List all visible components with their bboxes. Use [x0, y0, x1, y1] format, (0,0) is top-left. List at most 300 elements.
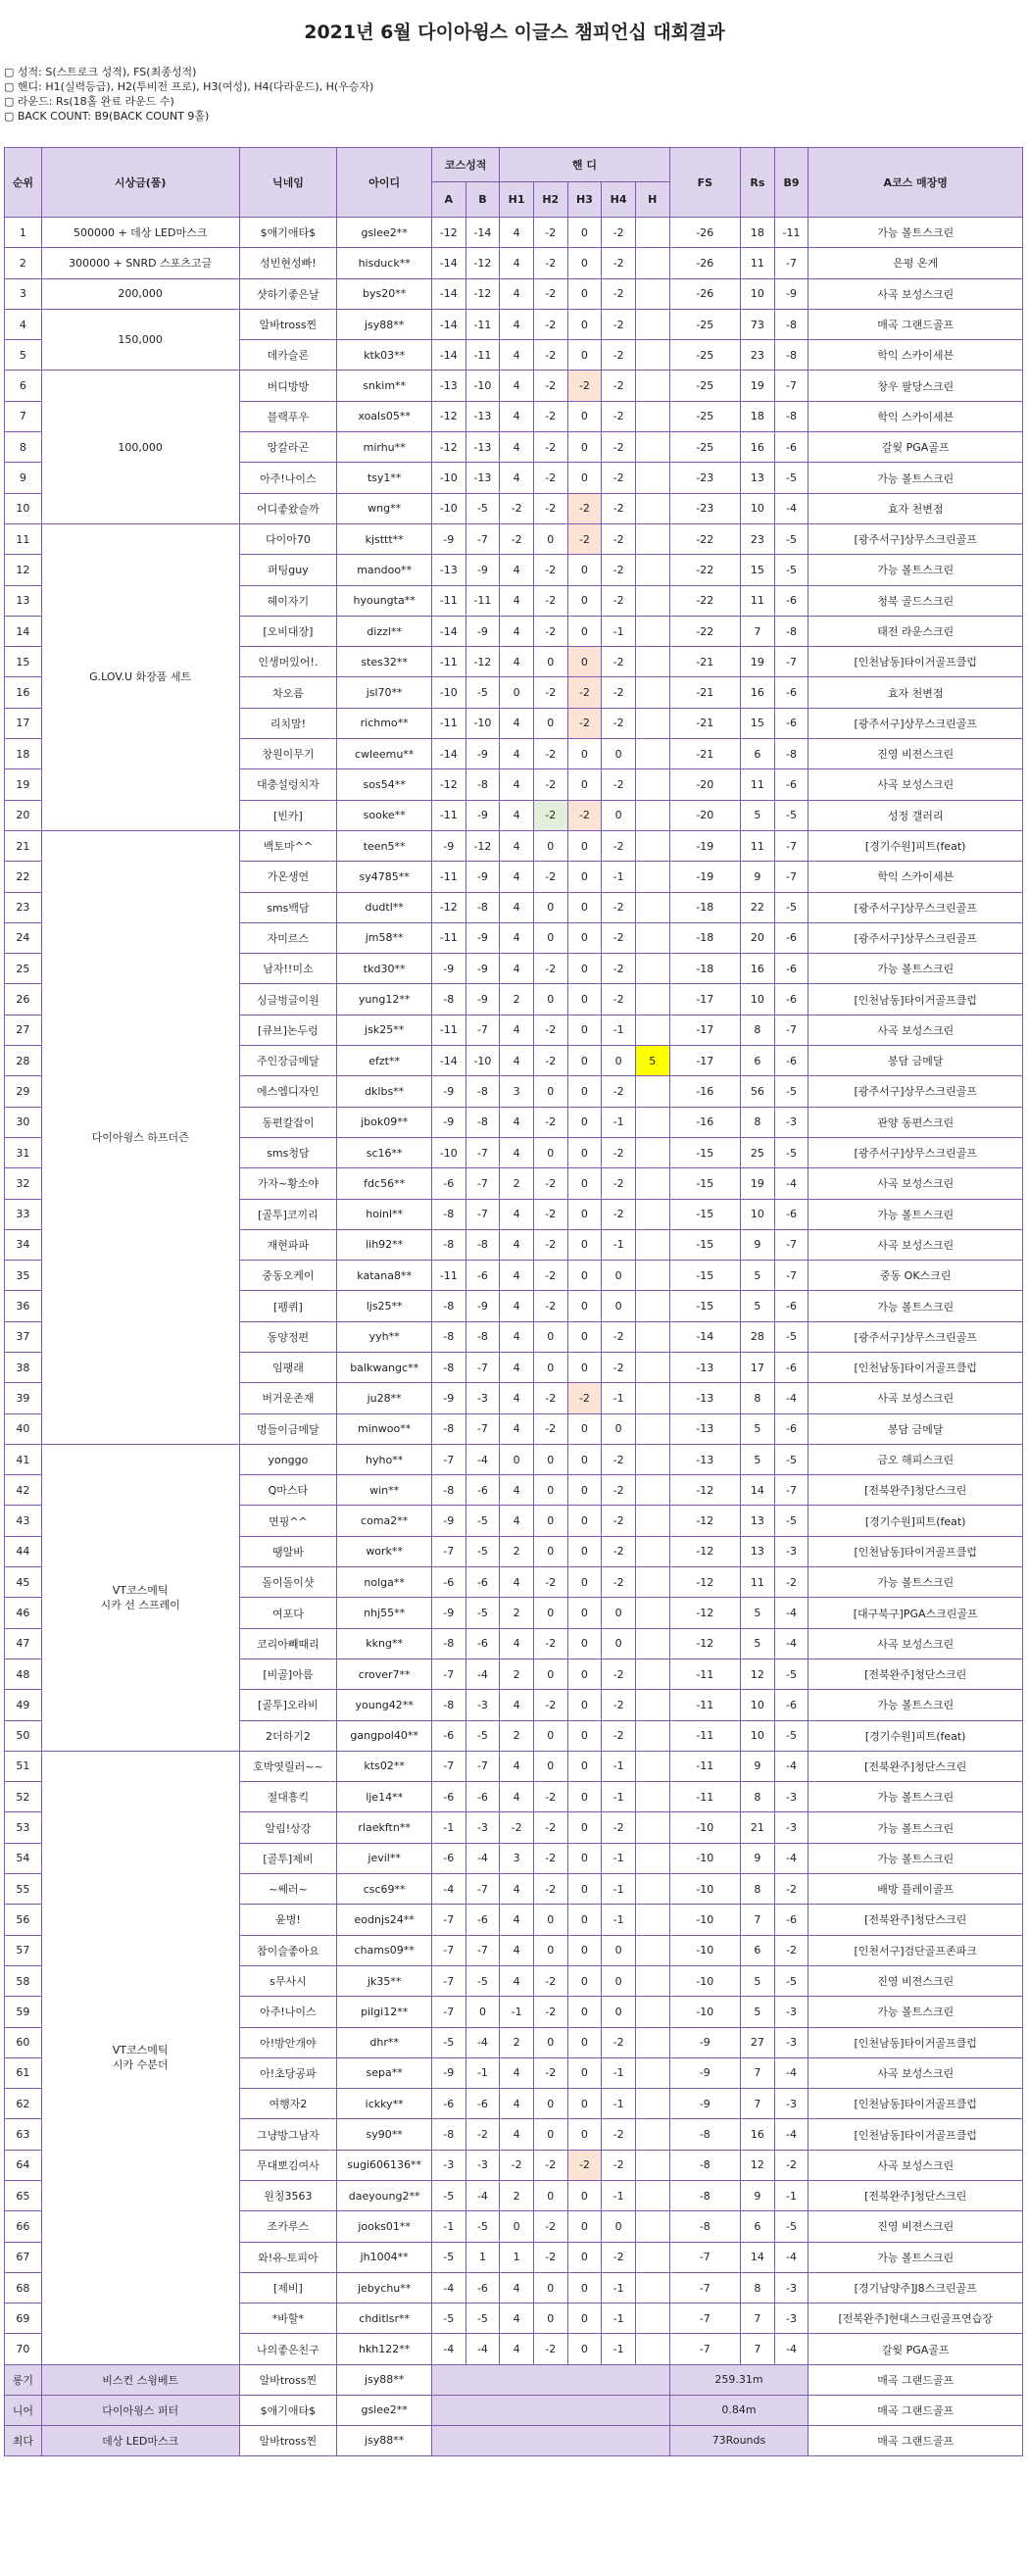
cell-h2: 0 [533, 1720, 567, 1751]
cell-store: 배방 플레이골프 [808, 1874, 1023, 1905]
cell-nick: yonggo [239, 1444, 337, 1474]
cell-h1: 4 [500, 1046, 534, 1076]
cell-h4: -2 [602, 1168, 636, 1199]
cell-h2: -2 [533, 1997, 567, 2027]
cell-b9: -2 [774, 2150, 808, 2180]
cell-store: [인천남동]타이거골프클럽 [808, 1352, 1023, 1382]
cell-rank: 27 [5, 1015, 42, 1045]
cell-h4: -2 [602, 954, 636, 984]
cell-h3: 0 [567, 2027, 602, 2057]
cell-rank: 25 [5, 954, 42, 984]
cell-b: -5 [466, 1598, 500, 1628]
cell-nick: [골투]제비 [239, 1843, 337, 1873]
cell-h1: -2 [500, 2150, 534, 2180]
cell-h [635, 2089, 669, 2119]
cell-nick: 백토마^^ [239, 830, 337, 861]
cell-b9: -6 [774, 677, 808, 708]
cell-b9: -6 [774, 922, 808, 953]
cell-rs: 7 [741, 616, 775, 646]
cell-id: work** [337, 1536, 432, 1566]
award-row [5, 2364, 1023, 2395]
cell-b: -7 [466, 1413, 500, 1444]
cell-h2: 0 [533, 922, 567, 953]
cell-nick: 면핑^^ [239, 1506, 337, 1536]
cell-b: -12 [466, 647, 500, 677]
cell-b9: -8 [774, 340, 808, 371]
cell-rank: 8 [5, 432, 42, 463]
cell-h2: -2 [533, 248, 567, 278]
cell-fs: -13 [669, 1413, 740, 1444]
cell-nick: *바할* [239, 2304, 337, 2334]
cell-rs: 5 [741, 800, 775, 830]
cell-store: 가능 볼트스크린 [808, 954, 1023, 984]
header-rs: Rs [741, 148, 775, 218]
cell-h3: -2 [567, 523, 602, 554]
cell-h [635, 340, 669, 371]
cell-h [635, 677, 669, 708]
cell-b: -6 [466, 1261, 500, 1291]
cell-rs: 14 [741, 1475, 775, 1506]
cell-nick: [펭퀴] [239, 1291, 337, 1321]
cell-rank: 32 [5, 1168, 42, 1199]
cell-h3: 0 [567, 862, 602, 892]
cell-h3: 0 [567, 647, 602, 677]
cell-h3: -2 [567, 677, 602, 708]
cell-rs: 9 [741, 862, 775, 892]
cell-h1: 4 [500, 585, 534, 616]
cell-a: -11 [431, 922, 466, 953]
cell-rank: 4 [5, 309, 42, 339]
cell-rs: 8 [741, 2272, 775, 2303]
cell-id: kts02** [337, 1751, 432, 1781]
cell-store: 사곡 보성스크린 [808, 1015, 1023, 1045]
cell-b: -6 [466, 1782, 500, 1812]
cell-h2: -2 [533, 1046, 567, 1076]
cell-b: -6 [466, 1475, 500, 1506]
cell-nick: 성빈현성빠! [239, 248, 337, 278]
cell-id: sugi606136** [337, 2150, 432, 2180]
cell-id: efzt** [337, 1046, 432, 1076]
cell-store: [광주서구]상무스크린골프 [808, 892, 1023, 922]
award-prize: 데상 LED마스크 [41, 2425, 239, 2455]
cell-rank: 34 [5, 1229, 42, 1260]
cell-h [635, 2150, 669, 2180]
cell-fs: -21 [669, 708, 740, 738]
cell-h2: -2 [533, 2334, 567, 2364]
cell-rank: 42 [5, 1475, 42, 1506]
cell-nick: 남자!!미소 [239, 954, 337, 984]
cell-rs: 10 [741, 278, 775, 309]
cell-h3: 0 [567, 2272, 602, 2303]
cell-fs: -22 [669, 616, 740, 646]
cell-rank: 52 [5, 1782, 42, 1812]
cell-rank: 31 [5, 1137, 42, 1167]
cell-a: -9 [431, 830, 466, 861]
table-row [5, 1444, 1023, 1474]
cell-fs: -11 [669, 1690, 740, 1720]
cell-h4: -1 [602, 1782, 636, 1812]
cell-store: [인천남동]타이거골프클럽 [808, 2089, 1023, 2119]
cell-id: jbok09** [337, 1107, 432, 1137]
cell-b: -8 [466, 1321, 500, 1352]
cell-nick: ~쎄러~ [239, 1874, 337, 1905]
cell-nick: 돌이돌이샷 [239, 1567, 337, 1598]
cell-nick: 데카슬론 [239, 340, 337, 371]
cell-b: -7 [466, 1137, 500, 1167]
cell-b: -5 [466, 1965, 500, 1996]
cell-id: hoinl** [337, 1199, 432, 1229]
cell-rank: 38 [5, 1352, 42, 1382]
cell-h3: 0 [567, 218, 602, 248]
cell-h [635, 830, 669, 861]
cell-a: -4 [431, 2272, 466, 2303]
cell-fs: -22 [669, 523, 740, 554]
cell-fs: -8 [669, 2150, 740, 2180]
cell-rank: 13 [5, 585, 42, 616]
cell-rank: 43 [5, 1506, 42, 1536]
cell-fs: -26 [669, 218, 740, 248]
cell-rs: 7 [741, 1905, 775, 1935]
cell-b9: -4 [774, 2119, 808, 2150]
cell-h1: 0 [500, 677, 534, 708]
cell-h1: 4 [500, 1137, 534, 1167]
prize-cell: 100,000 [41, 371, 239, 523]
cell-b9: -3 [774, 1536, 808, 1566]
cell-rank: 23 [5, 892, 42, 922]
header-h2: H2 [533, 182, 567, 218]
cell-h4: -1 [602, 1383, 636, 1413]
cell-h4: -2 [602, 309, 636, 339]
cell-b9: -8 [774, 739, 808, 769]
cell-b: -4 [466, 1843, 500, 1873]
award-category: 롱기 [5, 2364, 42, 2395]
cell-rs: 13 [741, 1536, 775, 1566]
cell-a: -12 [431, 892, 466, 922]
cell-h3: 0 [567, 1965, 602, 1996]
cell-h2: -2 [533, 1782, 567, 1812]
cell-b: -5 [466, 1536, 500, 1566]
cell-h [635, 432, 669, 463]
cell-h4: 0 [602, 1965, 636, 1996]
cell-store: 진영 비젼스크린 [808, 2211, 1023, 2242]
cell-rank: 70 [5, 2334, 42, 2364]
cell-b: -14 [466, 218, 500, 248]
cell-nick: 중동오케이 [239, 1261, 337, 1291]
cell-h1: 4 [500, 1015, 534, 1045]
cell-h4: -2 [602, 2119, 636, 2150]
cell-store: 금오 해피스크린 [808, 1444, 1023, 1474]
cell-h4: -2 [602, 2027, 636, 2057]
cell-h3: 0 [567, 1536, 602, 1566]
cell-b: -5 [466, 677, 500, 708]
cell-b9: -2 [774, 1567, 808, 1598]
table-row [5, 218, 1023, 248]
cell-store: [광주서구]상무스크린골프 [808, 708, 1023, 738]
cell-a: -8 [431, 1321, 466, 1352]
cell-store: 갈웢 PGA골프 [808, 2334, 1023, 2364]
cell-nick: 와!유-토피아 [239, 2242, 337, 2272]
cell-rank: 9 [5, 463, 42, 493]
cell-store: [전북완주]청단스크린 [808, 2181, 1023, 2211]
cell-rs: 22 [741, 892, 775, 922]
cell-a: -14 [431, 1046, 466, 1076]
cell-rs: 16 [741, 677, 775, 708]
cell-b9: -5 [774, 1444, 808, 1474]
cell-h3: 0 [567, 1997, 602, 2027]
cell-h3: 0 [567, 1567, 602, 1598]
cell-h4: -1 [602, 1874, 636, 1905]
cell-id: rlaekftn** [337, 1812, 432, 1843]
cell-rank: 59 [5, 1997, 42, 2027]
cell-rs: 5 [741, 1598, 775, 1628]
cell-rs: 5 [741, 1444, 775, 1474]
cell-rank: 69 [5, 2304, 42, 2334]
cell-h4: 0 [602, 1261, 636, 1291]
cell-fs: -9 [669, 2089, 740, 2119]
cell-fs: -25 [669, 340, 740, 371]
cell-h2: 0 [533, 1076, 567, 1107]
award-category: 최다 [5, 2425, 42, 2455]
cell-rank: 19 [5, 769, 42, 800]
cell-rs: 8 [741, 1383, 775, 1413]
cell-id: mandoo** [337, 555, 432, 585]
cell-h4: -2 [602, 892, 636, 922]
cell-nick: 나의좋은친구 [239, 2334, 337, 2364]
cell-rs: 5 [741, 1291, 775, 1321]
cell-b9: -6 [774, 432, 808, 463]
table-row [5, 523, 1023, 554]
cell-fs: -8 [669, 2181, 740, 2211]
cell-id: jh1004** [337, 2242, 432, 2272]
cell-b9: -4 [774, 2057, 808, 2088]
cell-b9: -5 [774, 555, 808, 585]
cell-h2: -2 [533, 1965, 567, 1996]
cell-nick: [큐브]논두렁 [239, 1015, 337, 1045]
cell-h3: -2 [567, 708, 602, 738]
cell-h2: 0 [533, 2304, 567, 2334]
cell-store: [경기수원]피트(feat) [808, 1720, 1023, 1751]
cell-h4: -1 [602, 1751, 636, 1781]
cell-rank: 15 [5, 647, 42, 677]
cell-h1: -2 [500, 523, 534, 554]
cell-fs: -11 [669, 1751, 740, 1781]
cell-nick: [골투]코끼리 [239, 1199, 337, 1229]
cell-id: chditlsr** [337, 2304, 432, 2334]
cell-rank: 37 [5, 1321, 42, 1352]
cell-h4: 0 [602, 1291, 636, 1321]
cell-id: snkim** [337, 371, 432, 401]
cell-h1: 4 [500, 1352, 534, 1382]
cell-nick: 2더하기2 [239, 1720, 337, 1751]
cell-h3: 0 [567, 1444, 602, 1474]
cell-rs: 7 [741, 2334, 775, 2364]
cell-b9: -4 [774, 1598, 808, 1628]
cell-rank: 48 [5, 1659, 42, 1689]
cell-b9: -3 [774, 2027, 808, 2057]
header-b9: B9 [774, 148, 808, 218]
cell-h1: 0 [500, 2211, 534, 2242]
cell-h4: -2 [602, 1199, 636, 1229]
cell-b9: -5 [774, 2211, 808, 2242]
prize-cell: VT코스메틱 시카 수분더 [41, 1751, 239, 2364]
cell-b: -10 [466, 1046, 500, 1076]
header-course-score: 코스성적 [431, 148, 499, 182]
award-store: 매곡 그랜드골프 [808, 2425, 1023, 2455]
cell-b9: -6 [774, 1291, 808, 1321]
cell-rs: 10 [741, 1720, 775, 1751]
cell-h3: 0 [567, 1291, 602, 1321]
cell-b: -4 [466, 1659, 500, 1689]
cell-h3: 0 [567, 1137, 602, 1167]
cell-store: 사곡 보성스크린 [808, 1383, 1023, 1413]
cell-h2: 0 [533, 708, 567, 738]
cell-nick: 호박엿릴러~~ [239, 1751, 337, 1781]
cell-h4: -2 [602, 2150, 636, 2180]
cell-h4: -2 [602, 830, 636, 861]
cell-store: 갈웢 PGA골프 [808, 432, 1023, 463]
cell-a: -9 [431, 2057, 466, 2088]
cell-rs: 15 [741, 708, 775, 738]
cell-id: dizzl** [337, 616, 432, 646]
table-row [5, 248, 1023, 278]
cell-h2: -2 [533, 616, 567, 646]
cell-fs: -16 [669, 1107, 740, 1137]
cell-fs: -10 [669, 1905, 740, 1935]
cell-h1: 4 [500, 1199, 534, 1229]
cell-nick: 코리아빼때리 [239, 1628, 337, 1659]
cell-b9: -3 [774, 2304, 808, 2334]
cell-h2: -2 [533, 800, 567, 830]
cell-h3: 0 [567, 463, 602, 493]
cell-b9: -7 [774, 1015, 808, 1045]
cell-b9: -6 [774, 585, 808, 616]
cell-h2: 0 [533, 1475, 567, 1506]
cell-id: sos54** [337, 769, 432, 800]
cell-b9: -6 [774, 1690, 808, 1720]
cell-h3: 0 [567, 1413, 602, 1444]
cell-h [635, 862, 669, 892]
cell-store: 학익 스카이세븐 [808, 862, 1023, 892]
cell-rank: 51 [5, 1751, 42, 1781]
cell-h1: 2 [500, 1659, 534, 1689]
cell-b9: -6 [774, 984, 808, 1015]
cell-h [635, 1107, 669, 1137]
cell-store: 가능 볼트스크린 [808, 1199, 1023, 1229]
cell-a: -11 [431, 1015, 466, 1045]
cell-store: 학익 스카이세븐 [808, 340, 1023, 371]
prize-cell: 500000 + 데상 LED마스크 [41, 218, 239, 248]
cell-fs: -12 [669, 1628, 740, 1659]
cell-rank: 33 [5, 1199, 42, 1229]
cell-fs: -20 [669, 800, 740, 830]
cell-h2: -2 [533, 1690, 567, 1720]
cell-nick: 앙칼라곤 [239, 432, 337, 463]
cell-b: -7 [466, 1751, 500, 1781]
cell-fs: -15 [669, 1261, 740, 1291]
cell-rs: 9 [741, 1843, 775, 1873]
cell-nick: 싱글벙글이원 [239, 984, 337, 1015]
cell-fs: -22 [669, 585, 740, 616]
cell-fs: -11 [669, 1720, 740, 1751]
legend-backcount: ▢ BACK COUNT: B9(BACK COUNT 9홀) [4, 110, 210, 123]
cell-a: -11 [431, 862, 466, 892]
award-blank [431, 2425, 669, 2455]
cell-nick: 가온생연 [239, 862, 337, 892]
cell-h1: 1 [500, 2242, 534, 2272]
cell-fs: -15 [669, 1229, 740, 1260]
cell-h3: 0 [567, 1598, 602, 1628]
cell-fs: -15 [669, 1168, 740, 1199]
cell-h [635, 1751, 669, 1781]
cell-h3: 0 [567, 1229, 602, 1260]
cell-h2: 0 [533, 2119, 567, 2150]
cell-nick: 주인장금메달 [239, 1046, 337, 1076]
table-row [5, 830, 1023, 861]
cell-h4: -1 [602, 616, 636, 646]
cell-rank: 26 [5, 984, 42, 1015]
cell-a: -8 [431, 1628, 466, 1659]
cell-a: -7 [431, 1536, 466, 1566]
cell-h [635, 278, 669, 309]
cell-h4: -1 [602, 1905, 636, 1935]
cell-h3: 0 [567, 1812, 602, 1843]
cell-h2: -2 [533, 371, 567, 401]
cell-b: -13 [466, 432, 500, 463]
header-nickname: 닉네임 [239, 148, 337, 218]
cell-rank: 57 [5, 1935, 42, 1965]
cell-store: 봉담 금메달 [808, 1046, 1023, 1076]
cell-b: -9 [466, 1291, 500, 1321]
cell-h3: -2 [567, 1383, 602, 1413]
cell-fs: -10 [669, 1812, 740, 1843]
cell-store: 효자 천변점 [808, 677, 1023, 708]
cell-nick: 재현파파 [239, 1229, 337, 1260]
cell-rs: 12 [741, 1659, 775, 1689]
cell-b9: -7 [774, 1261, 808, 1291]
cell-fs: -13 [669, 1352, 740, 1382]
cell-b: -4 [466, 2334, 500, 2364]
cell-b9: -3 [774, 1997, 808, 2027]
cell-h4: 0 [602, 2211, 636, 2242]
cell-b9: -5 [774, 1321, 808, 1352]
cell-rank: 65 [5, 2181, 42, 2211]
cell-h3: 0 [567, 340, 602, 371]
cell-h [635, 1291, 669, 1321]
cell-h1: 2 [500, 1720, 534, 1751]
cell-a: -11 [431, 585, 466, 616]
cell-h2: -2 [533, 954, 567, 984]
cell-h2: -2 [533, 432, 567, 463]
cell-h1: 4 [500, 1413, 534, 1444]
cell-h1: 4 [500, 1628, 534, 1659]
cell-h4: -1 [602, 2057, 636, 2088]
cell-store: 사곡 보성스크린 [808, 769, 1023, 800]
cell-h4: 0 [602, 1628, 636, 1659]
cell-h3: 0 [567, 1199, 602, 1229]
cell-store: 사곡 보성스크린 [808, 1628, 1023, 1659]
cell-h1: 4 [500, 401, 534, 431]
cell-b: -8 [466, 892, 500, 922]
cell-a: -9 [431, 1076, 466, 1107]
cell-h3: -2 [567, 371, 602, 401]
cell-h2: -2 [533, 1628, 567, 1659]
cell-rs: 13 [741, 1506, 775, 1536]
cell-h [635, 309, 669, 339]
cell-a: -9 [431, 523, 466, 554]
cell-h [635, 1229, 669, 1260]
cell-a: -6 [431, 1720, 466, 1751]
cell-fs: -7 [669, 2334, 740, 2364]
